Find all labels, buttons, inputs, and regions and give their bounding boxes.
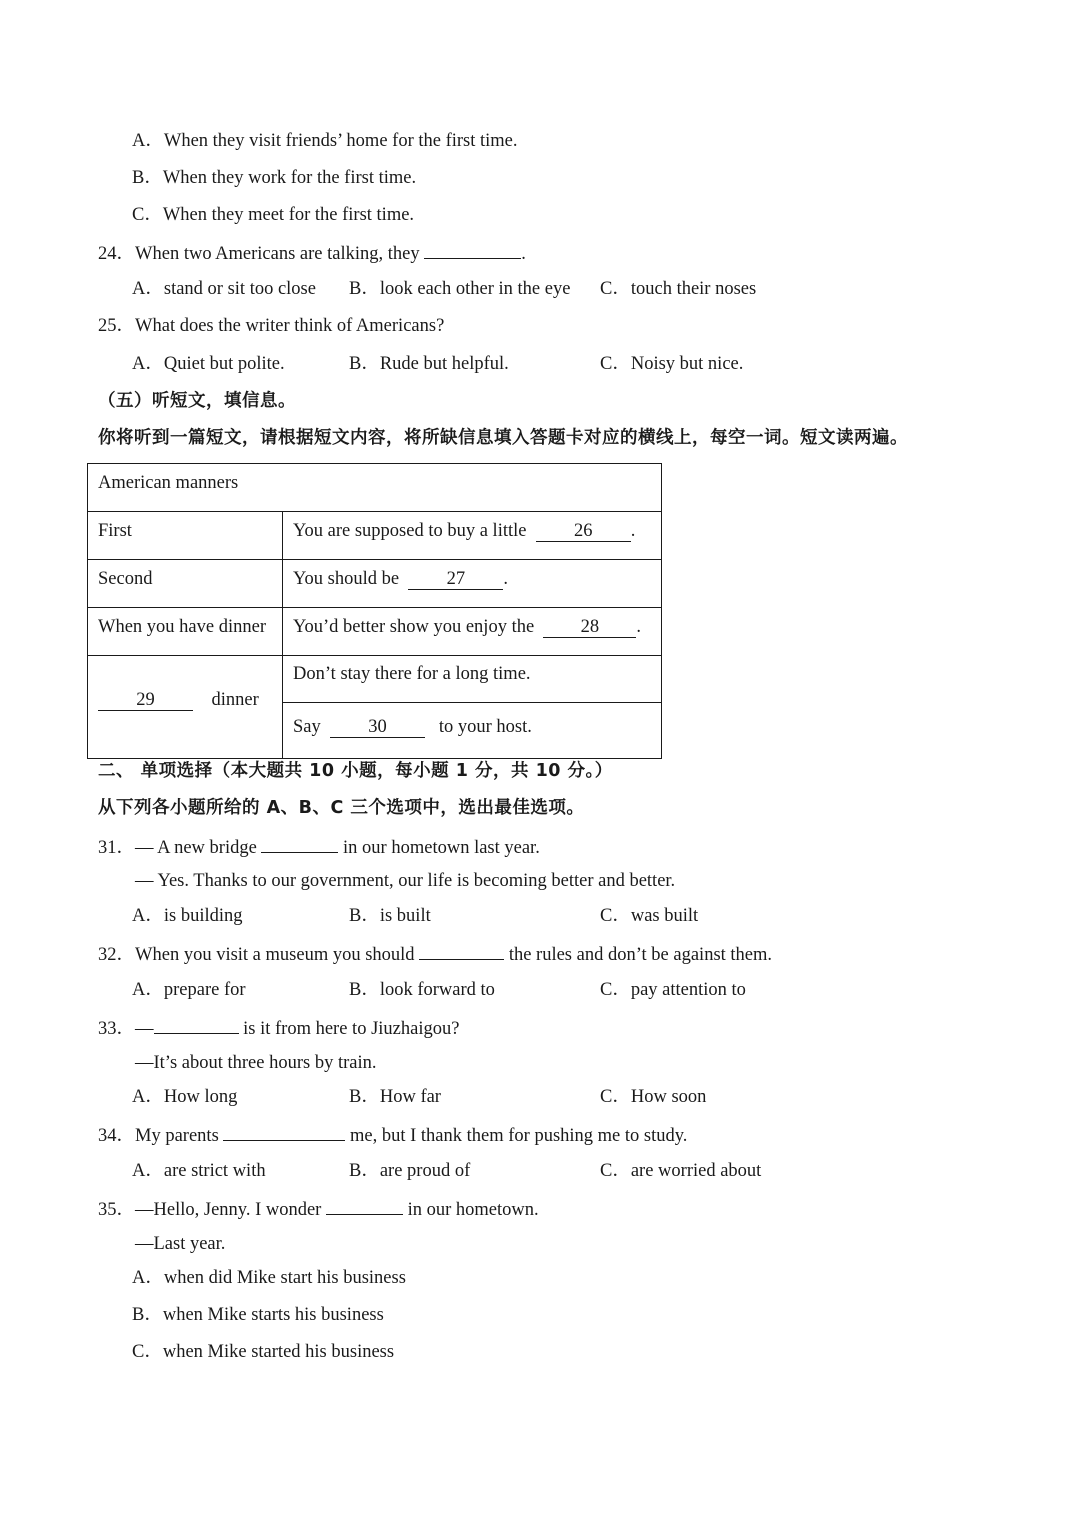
- table-rule: [88, 607, 661, 608]
- q23-option-a[interactable]: A．When they visit friends’ home for the first time.: [132, 131, 518, 151]
- blank-27[interactable]: 27: [408, 569, 503, 590]
- q24-stem: 24．When two Americans are talking, they .: [98, 240, 526, 266]
- table-rule: [88, 559, 661, 560]
- q31-option-c[interactable]: C．was built: [600, 906, 699, 926]
- table-title: American manners: [98, 473, 239, 493]
- table-rule: [88, 655, 661, 656]
- q25-option-a[interactable]: A．Quiet but polite.: [132, 354, 285, 374]
- q33-reply: —It’s about three hours by train.: [135, 1053, 377, 1073]
- q23-option-b[interactable]: B．When they work for the first time.: [132, 168, 417, 188]
- table-row-content: Say 30 to your host.: [293, 717, 532, 737]
- q35-stem: 35．—Hello, Jenny. I wonder in our hometown.: [98, 1196, 539, 1222]
- q34-option-c[interactable]: C．are worried about: [600, 1161, 762, 1181]
- table-rule: [282, 702, 661, 703]
- section-heading: （五）听短文，填信息。: [98, 391, 296, 411]
- blank-29[interactable]: 29: [98, 690, 193, 711]
- part-instruction: 从下列各小题所给的 A、B、C 三个选项中，选出最佳选项。: [98, 798, 585, 818]
- table-row-label: When you have dinner: [98, 617, 266, 637]
- q31-option-a[interactable]: A．is building: [132, 906, 243, 926]
- table-row-content: Don’t stay there for a long time.: [293, 664, 531, 684]
- q31-reply: — Yes. Thanks to our government, our life is becoming better and better.: [135, 871, 676, 891]
- answer-blank[interactable]: [223, 1122, 345, 1141]
- q33-option-a[interactable]: A．How long: [132, 1087, 238, 1107]
- q32-option-b[interactable]: B．look forward to: [349, 980, 495, 1000]
- q32-option-c[interactable]: C．pay attention to: [600, 980, 746, 1000]
- answer-blank[interactable]: [261, 834, 338, 853]
- q33-option-c[interactable]: C．How soon: [600, 1087, 707, 1107]
- blank-28[interactable]: 28: [543, 617, 636, 638]
- q25-option-c[interactable]: C．Noisy but nice.: [600, 354, 744, 374]
- q35-reply: —Last year.: [135, 1234, 226, 1254]
- table-row-content: You should be 27 .: [293, 569, 508, 589]
- q24-option-a[interactable]: A．stand or sit too close: [132, 279, 316, 299]
- q25-option-b[interactable]: B．Rude but helpful.: [349, 354, 509, 374]
- q35-option-b[interactable]: B．when Mike starts his business: [132, 1305, 384, 1325]
- q23-option-c[interactable]: C．When they meet for the first time.: [132, 205, 415, 225]
- answer-blank[interactable]: [424, 240, 521, 259]
- q32-stem: 32．When you visit a museum you should the rules and don’t be against them.: [98, 941, 772, 967]
- q31-stem: 31．— A new bridge in our hometown last year.: [98, 834, 540, 860]
- q35-option-c[interactable]: C．when Mike started his business: [132, 1342, 395, 1362]
- table-row-label: 29 dinner: [98, 688, 259, 712]
- q34-stem: 34．My parents me, but I thank them for pushing me to study.: [98, 1122, 687, 1148]
- q34-option-a[interactable]: A．are strict with: [132, 1161, 266, 1181]
- answer-blank[interactable]: [419, 941, 504, 960]
- table-divider: [282, 511, 283, 758]
- info-table: [87, 463, 662, 759]
- q31-option-b[interactable]: B．is built: [349, 906, 431, 926]
- q32-option-a[interactable]: A．prepare for: [132, 980, 246, 1000]
- blank-26[interactable]: 26: [536, 521, 631, 542]
- answer-blank[interactable]: [326, 1196, 403, 1215]
- q34-option-b[interactable]: B．are proud of: [349, 1161, 471, 1181]
- table-rule: [88, 511, 661, 512]
- blank-30[interactable]: 30: [330, 717, 425, 738]
- table-row-label: Second: [98, 569, 153, 589]
- part-heading: 二、 单项选择（本大题共 10 小题，每小题 1 分，共 10 分。）: [98, 761, 613, 781]
- q33-option-b[interactable]: B．How far: [349, 1087, 441, 1107]
- q35-option-a[interactable]: A．when did Mike start his business: [132, 1268, 406, 1288]
- q25-stem: 25．What does the writer think of Americans?: [98, 316, 445, 336]
- table-row-content: You are supposed to buy a little 26 .: [293, 521, 636, 541]
- section-instruction: 你将听到一篇短文，请根据短文内容，将所缺信息填入答题卡对应的横线上，每空一词。短文读两遍。: [98, 428, 908, 448]
- table-row-label: First: [98, 521, 132, 541]
- q33-stem: 33．— is it from here to Jiuzhaigou?: [98, 1015, 459, 1041]
- q24-option-c[interactable]: C．touch their noses: [600, 279, 757, 299]
- table-row-content: You’d better show you enjoy the 28 .: [293, 617, 642, 637]
- answer-blank[interactable]: [154, 1015, 239, 1034]
- q24-option-b[interactable]: B．look each other in the eye: [349, 279, 571, 299]
